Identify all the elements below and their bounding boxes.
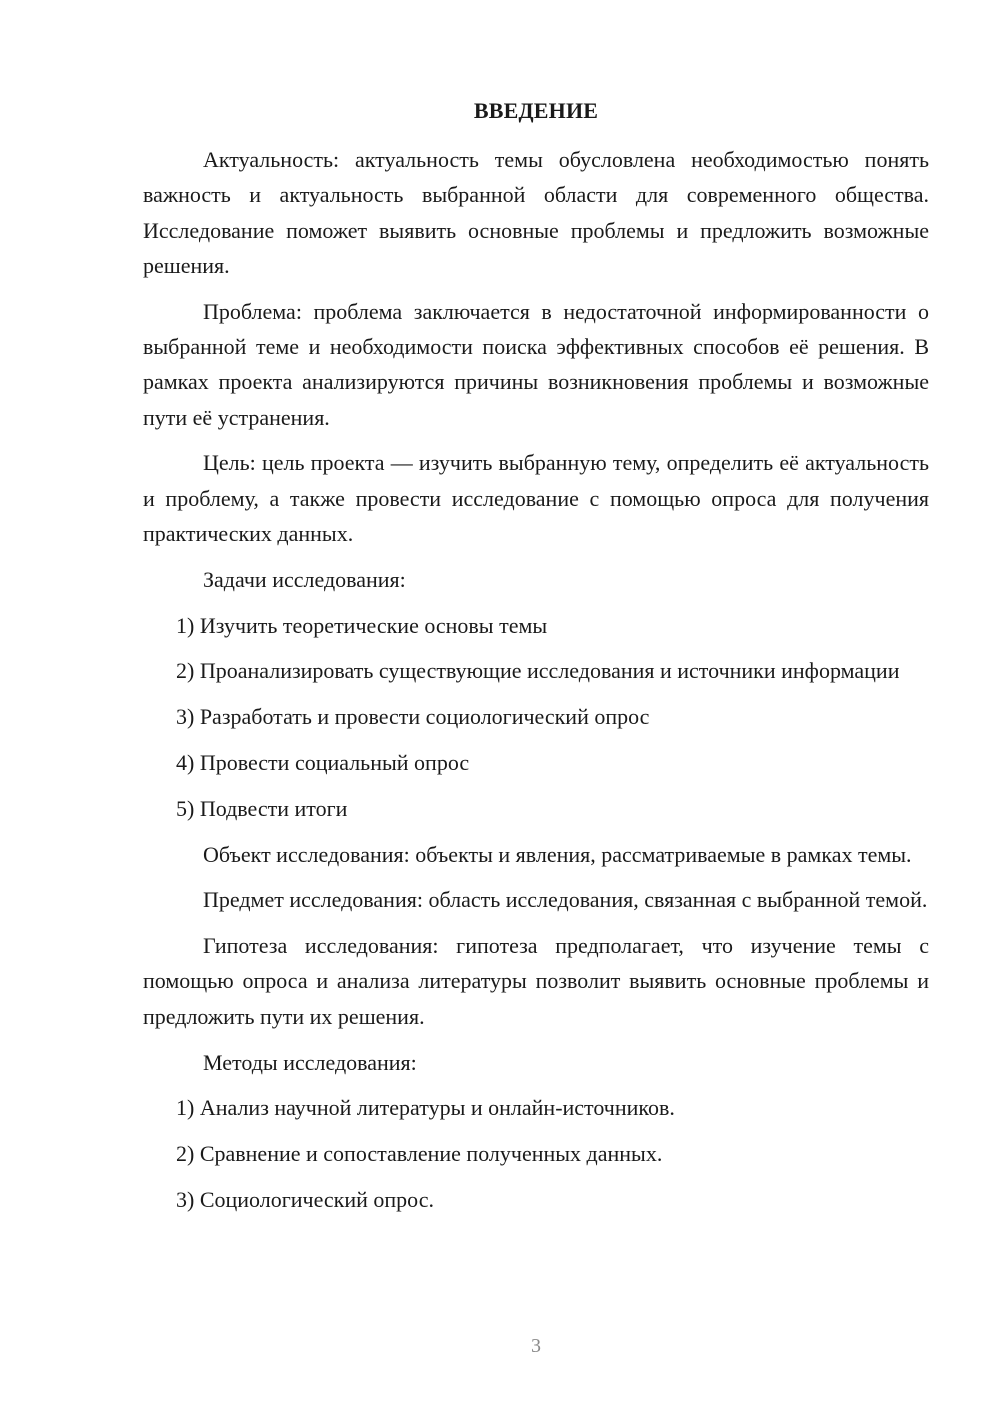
paragraph-subject: Предмет исследования: область исследования, связанная с выбранной темой. — [203, 887, 928, 913]
method-item: 1) Анализ научной литературы и онлайн-источников. — [176, 1095, 675, 1121]
method-item: 3) Социологический опрос. — [176, 1186, 434, 1212]
paragraph-methods-heading: Методы исследования: — [203, 1049, 417, 1075]
task-item: 3) Разработать и провести социологический опрос — [176, 704, 650, 730]
task-item: 1) Изучить теоретические основы темы — [176, 612, 548, 638]
task-item: 2) Проанализировать существующие исследования и источники информации — [176, 658, 900, 684]
task-item: 4) Провести социальный опрос — [176, 749, 470, 775]
section-title: ВВЕДЕНИЕ — [473, 98, 599, 123]
document-body — [143, 142, 929, 1228]
task-item: 5) Подвести итоги — [176, 795, 348, 821]
paragraph-hypothesis: Гипотеза исследования: гипотеза предполагает, что изучение темы с помощью опроса и анализа литературы позволит выявить основные проблемы и предложить пути их решения. — [143, 933, 929, 1029]
paragraph-object: Объект исследования: объекты и явления, рассматриваемые в рамках темы. — [203, 841, 912, 867]
paragraph-tasks-heading: Задачи исследования: — [203, 566, 406, 592]
paragraph-problem: Проблема: проблема заключается в недостаточной информированности о выбранной теме и необходимости поиска эффективных способов её решения. В рамках проекта анализируются причины возникновения проблемы и возможные пути её устранения. — [143, 298, 929, 430]
paragraph-relevance: Актуальность: актуальность темы обусловлена необходимостью понять важность и актуальность выбранной области для современного общества. Исследование поможет выявить основные проблемы и предложить возможные решения. — [143, 147, 929, 278]
method-item: 2) Сравнение и сопоставление полученных данных. — [176, 1141, 663, 1167]
paragraph-goal: Цель: цель проекта — изучить выбранную тему, определить её актуальность и проблему, а также провести исследование с помощью опроса для получения практических данных. — [143, 450, 929, 546]
page-number: 3 — [531, 1335, 541, 1357]
